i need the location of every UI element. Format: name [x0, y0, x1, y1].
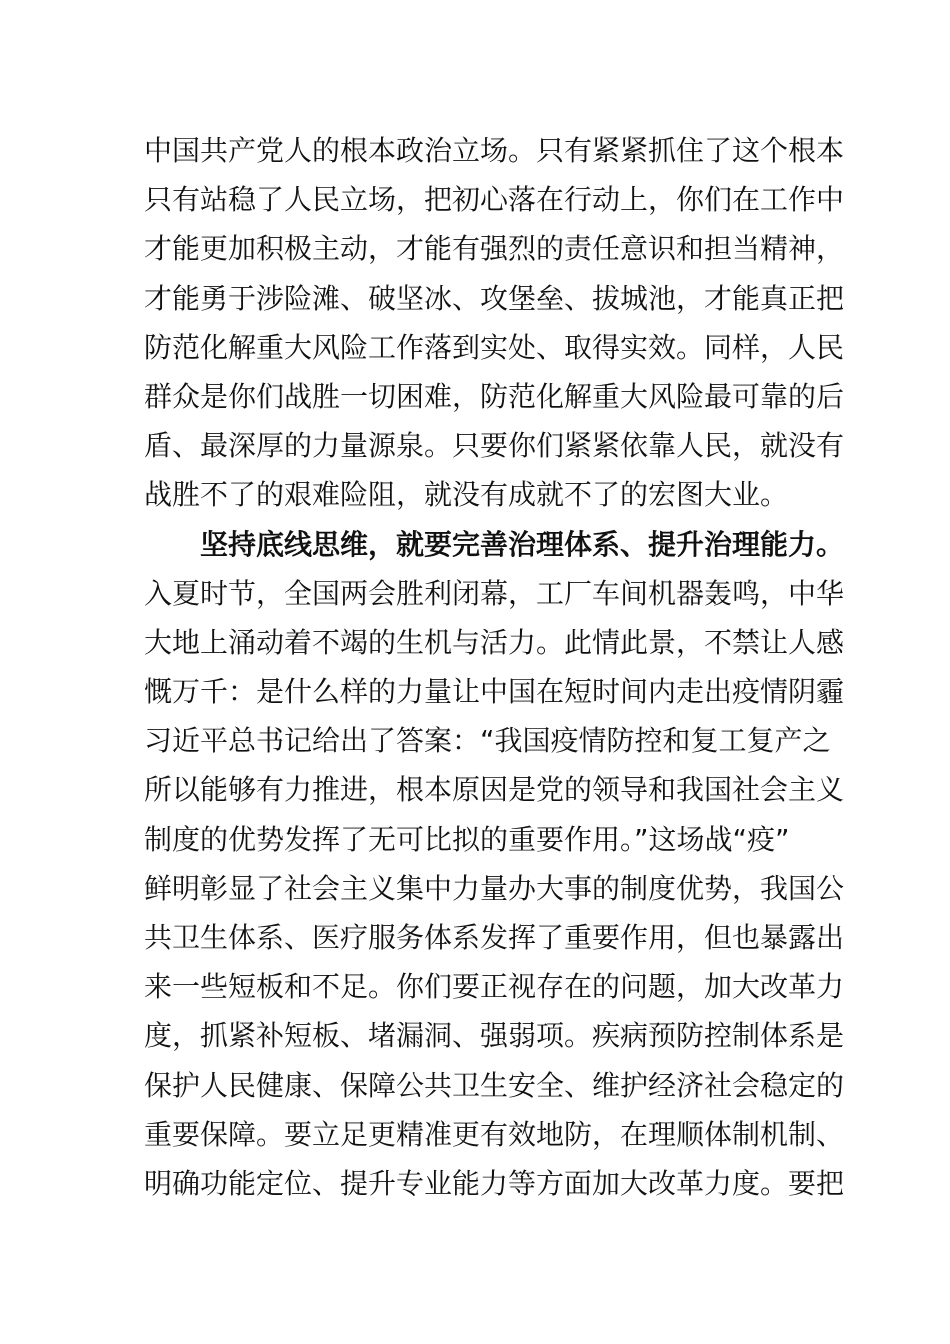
text-line: 重要保障。要立足更精准更有效地防，在理顺体制机制、 — [144, 1117, 845, 1151]
text-line: 习近平总书记给出了答案：“我国疫情防控和复工复产之 — [144, 724, 831, 758]
text-line: 才能勇于涉险滩、破坚冰、攻堡垒、拔城池，才能真正把 — [144, 281, 845, 315]
text-line: 来一些短板和不足。你们要正视存在的问题，加大改革力 — [144, 970, 845, 1004]
text-line: 明确功能定位、提升专业能力等方面加大改革力度。要把 — [144, 1166, 845, 1200]
text-line: 才能更加积极主动，才能有强烈的责任意识和担当精神， — [144, 232, 845, 266]
text-line: 所以能够有力推进，根本原因是党的领导和我国社会主义 — [144, 773, 845, 807]
text-line: 制度的优势发挥了无可比拟的重要作用。”这场战“疫” — [144, 822, 790, 856]
text-line: 慨万千：是什么样的力量让中国在短时间内走出疫情阴霾 — [144, 675, 845, 709]
text-line: 大地上涌动着不竭的生机与活力。此情此景，不禁让人感 — [144, 625, 845, 659]
section-heading: 坚持底线思维，就要完善治理体系、提升治理能力。 — [200, 527, 845, 561]
text-line: 只有站稳了人民立场，把初心落在行动上，你们在工作中 — [144, 183, 845, 217]
text-line: 共卫生体系、医疗服务体系发挥了重要作用，但也暴露出 — [144, 921, 845, 954]
text-line: 入夏时节，全国两会胜利闭幕，工厂车间机器轰鸣，中华 — [144, 576, 845, 610]
text-line: 防范化解重大风险工作落到实处、取得实效。同样，人民 — [144, 330, 845, 364]
text-line: 群众是你们战胜一切困难，防范化解重大风险最可靠的后 — [144, 379, 845, 413]
text-line: 度，抓紧补短板、堵漏洞、强弱项。疾病预防控制体系是 — [144, 1019, 845, 1053]
text-line: 中国共产党人的根本政治立场。只有紧紧抓住了这个根本 — [144, 134, 845, 167]
text-line: 鲜明彰显了社会主义集中力量办大事的制度优势，我国公 — [144, 871, 845, 905]
text-line: 战胜不了的艰难险阻，就没有成就不了的宏图大业。 — [144, 478, 789, 512]
body-text — [144, 126, 845, 1208]
text-line: 盾、最深厚的力量源泉。只要你们紧紧依靠人民，就没有 — [144, 429, 845, 463]
text-line: 保护人民健康、保障公共卫生安全、维护经济社会稳定的 — [144, 1068, 845, 1102]
